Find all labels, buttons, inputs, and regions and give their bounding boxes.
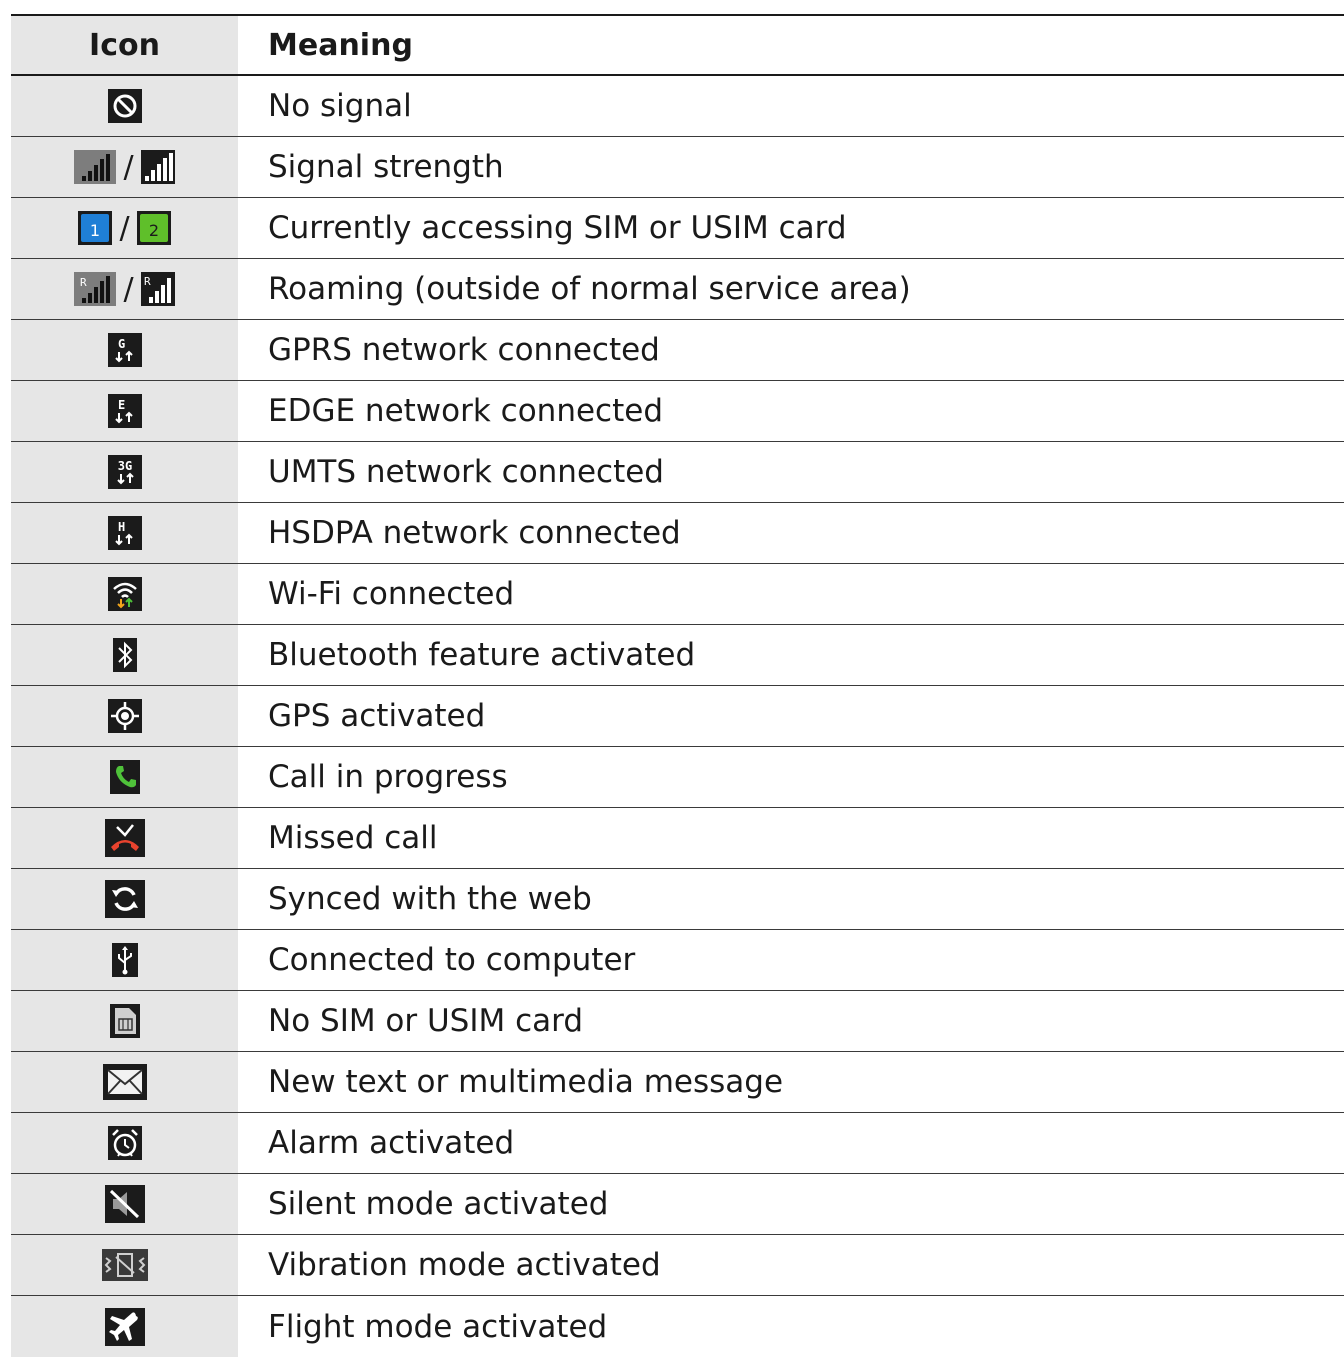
table-row bbox=[11, 869, 1344, 930]
meaning-cell: Flight mode activated bbox=[268, 1308, 608, 1345]
meaning-cell: HSDPA network connected bbox=[268, 515, 681, 551]
header-meaning: Meaning bbox=[268, 27, 413, 63]
icon-separator: / bbox=[123, 149, 134, 185]
table-row bbox=[11, 76, 1344, 137]
icon-cell bbox=[11, 686, 238, 746]
table-row bbox=[11, 625, 1344, 686]
icon-cell bbox=[11, 1052, 238, 1112]
no-signal-icon bbox=[108, 89, 142, 123]
sim2-glyph: 2 bbox=[148, 221, 159, 240]
meaning-cell: UMTS network connected bbox=[268, 454, 664, 490]
icon-cell bbox=[11, 991, 238, 1051]
meaning-cell: Silent mode activated bbox=[268, 1186, 609, 1222]
meaning-cell: New text or multimedia message bbox=[268, 1064, 784, 1100]
gprs-icon bbox=[108, 333, 142, 367]
signal-strength-dark-icon bbox=[141, 150, 175, 184]
roaming-dark-icon bbox=[141, 272, 175, 306]
table-row bbox=[11, 991, 1344, 1052]
call-icon bbox=[110, 760, 140, 794]
icon-cell bbox=[11, 747, 238, 807]
icon-cell bbox=[11, 198, 238, 258]
table-row bbox=[11, 442, 1344, 503]
table-row bbox=[11, 1052, 1344, 1113]
missed-call-icon bbox=[105, 819, 145, 857]
table-row bbox=[11, 381, 1344, 442]
roaming-glyph: R bbox=[143, 275, 151, 288]
icon-cell bbox=[11, 442, 238, 502]
bluetooth-icon bbox=[113, 638, 137, 672]
icon-cell bbox=[11, 930, 238, 990]
signal-strength-gray-icon bbox=[74, 150, 116, 184]
icon-cell bbox=[11, 503, 238, 563]
table-row bbox=[11, 320, 1344, 381]
meaning-cell: Roaming (outside of normal service area) bbox=[268, 271, 911, 307]
table-row bbox=[11, 259, 1344, 320]
sim1-icon bbox=[78, 211, 112, 245]
meaning-cell: Vibration mode activated bbox=[268, 1247, 661, 1283]
table-row bbox=[11, 1296, 1344, 1357]
edge-icon bbox=[108, 394, 142, 428]
meaning-cell: Bluetooth feature activated bbox=[268, 637, 696, 673]
hsdpa-icon bbox=[108, 516, 142, 550]
icon-cell bbox=[11, 869, 238, 929]
wifi-icon bbox=[108, 577, 142, 611]
table-header-row bbox=[11, 16, 1344, 76]
meaning-cell: Connected to computer bbox=[268, 942, 636, 978]
icon-separator: / bbox=[119, 210, 130, 246]
icon-cell bbox=[11, 625, 238, 685]
icon-cell bbox=[11, 381, 238, 441]
sim2-icon bbox=[137, 211, 171, 245]
table-row bbox=[11, 503, 1344, 564]
meaning-cell: GPRS network connected bbox=[268, 332, 660, 368]
table-row bbox=[11, 1113, 1344, 1174]
table-row bbox=[11, 137, 1344, 198]
icon-cell bbox=[11, 808, 238, 868]
table-row bbox=[11, 930, 1344, 991]
meaning-cell: GPS activated bbox=[268, 698, 486, 734]
umts-glyph: 3G bbox=[117, 459, 132, 473]
hsdpa-glyph: H bbox=[117, 520, 125, 534]
alarm-icon bbox=[108, 1126, 142, 1160]
icon-cell bbox=[11, 137, 238, 197]
message-icon bbox=[103, 1064, 147, 1100]
table-row bbox=[11, 747, 1344, 808]
table-row bbox=[11, 564, 1344, 625]
no-sim-icon bbox=[110, 1004, 140, 1038]
table-row bbox=[11, 686, 1344, 747]
meaning-cell: Alarm activated bbox=[268, 1125, 515, 1161]
meaning-cell: Missed call bbox=[268, 820, 438, 856]
silent-icon bbox=[105, 1185, 145, 1223]
icon-cell bbox=[11, 1235, 238, 1295]
umts-3g-icon bbox=[108, 455, 142, 489]
roaming-gray-icon bbox=[74, 272, 116, 306]
meaning-cell: No SIM or USIM card bbox=[268, 1003, 584, 1039]
icon-cell bbox=[11, 1113, 238, 1173]
meaning-cell: No signal bbox=[268, 88, 412, 124]
icon-cell bbox=[11, 76, 238, 136]
gps-icon bbox=[108, 699, 142, 733]
gprs-glyph: G bbox=[117, 337, 125, 351]
meaning-cell: EDGE network connected bbox=[268, 393, 663, 429]
meaning-cell: Currently accessing SIM or USIM card bbox=[268, 210, 847, 246]
meaning-cell: Synced with the web bbox=[268, 881, 592, 917]
usb-icon bbox=[112, 943, 138, 977]
sync-icon bbox=[105, 880, 145, 918]
meaning-cell: Wi-Fi connected bbox=[268, 576, 515, 612]
vibration-icon bbox=[102, 1249, 148, 1281]
roaming-glyph: R bbox=[80, 276, 88, 289]
table-row bbox=[11, 808, 1344, 869]
table-row bbox=[11, 1174, 1344, 1235]
flight-mode-icon bbox=[105, 1308, 145, 1346]
icon-cell bbox=[11, 259, 238, 319]
icon-cell bbox=[11, 1174, 238, 1234]
sim1-glyph: 1 bbox=[90, 221, 101, 240]
icon-cell bbox=[11, 564, 238, 624]
meaning-cell: Call in progress bbox=[268, 759, 508, 795]
icon-cell bbox=[11, 320, 238, 380]
header-icon: Icon bbox=[11, 16, 238, 74]
meaning-cell: Signal strength bbox=[268, 149, 504, 185]
icon-cell bbox=[11, 1296, 238, 1357]
table-row bbox=[11, 1235, 1344, 1296]
icon-separator: / bbox=[123, 271, 134, 307]
edge-glyph: E bbox=[117, 398, 125, 412]
status-icons-table bbox=[11, 14, 1344, 1357]
table-row bbox=[11, 198, 1344, 259]
